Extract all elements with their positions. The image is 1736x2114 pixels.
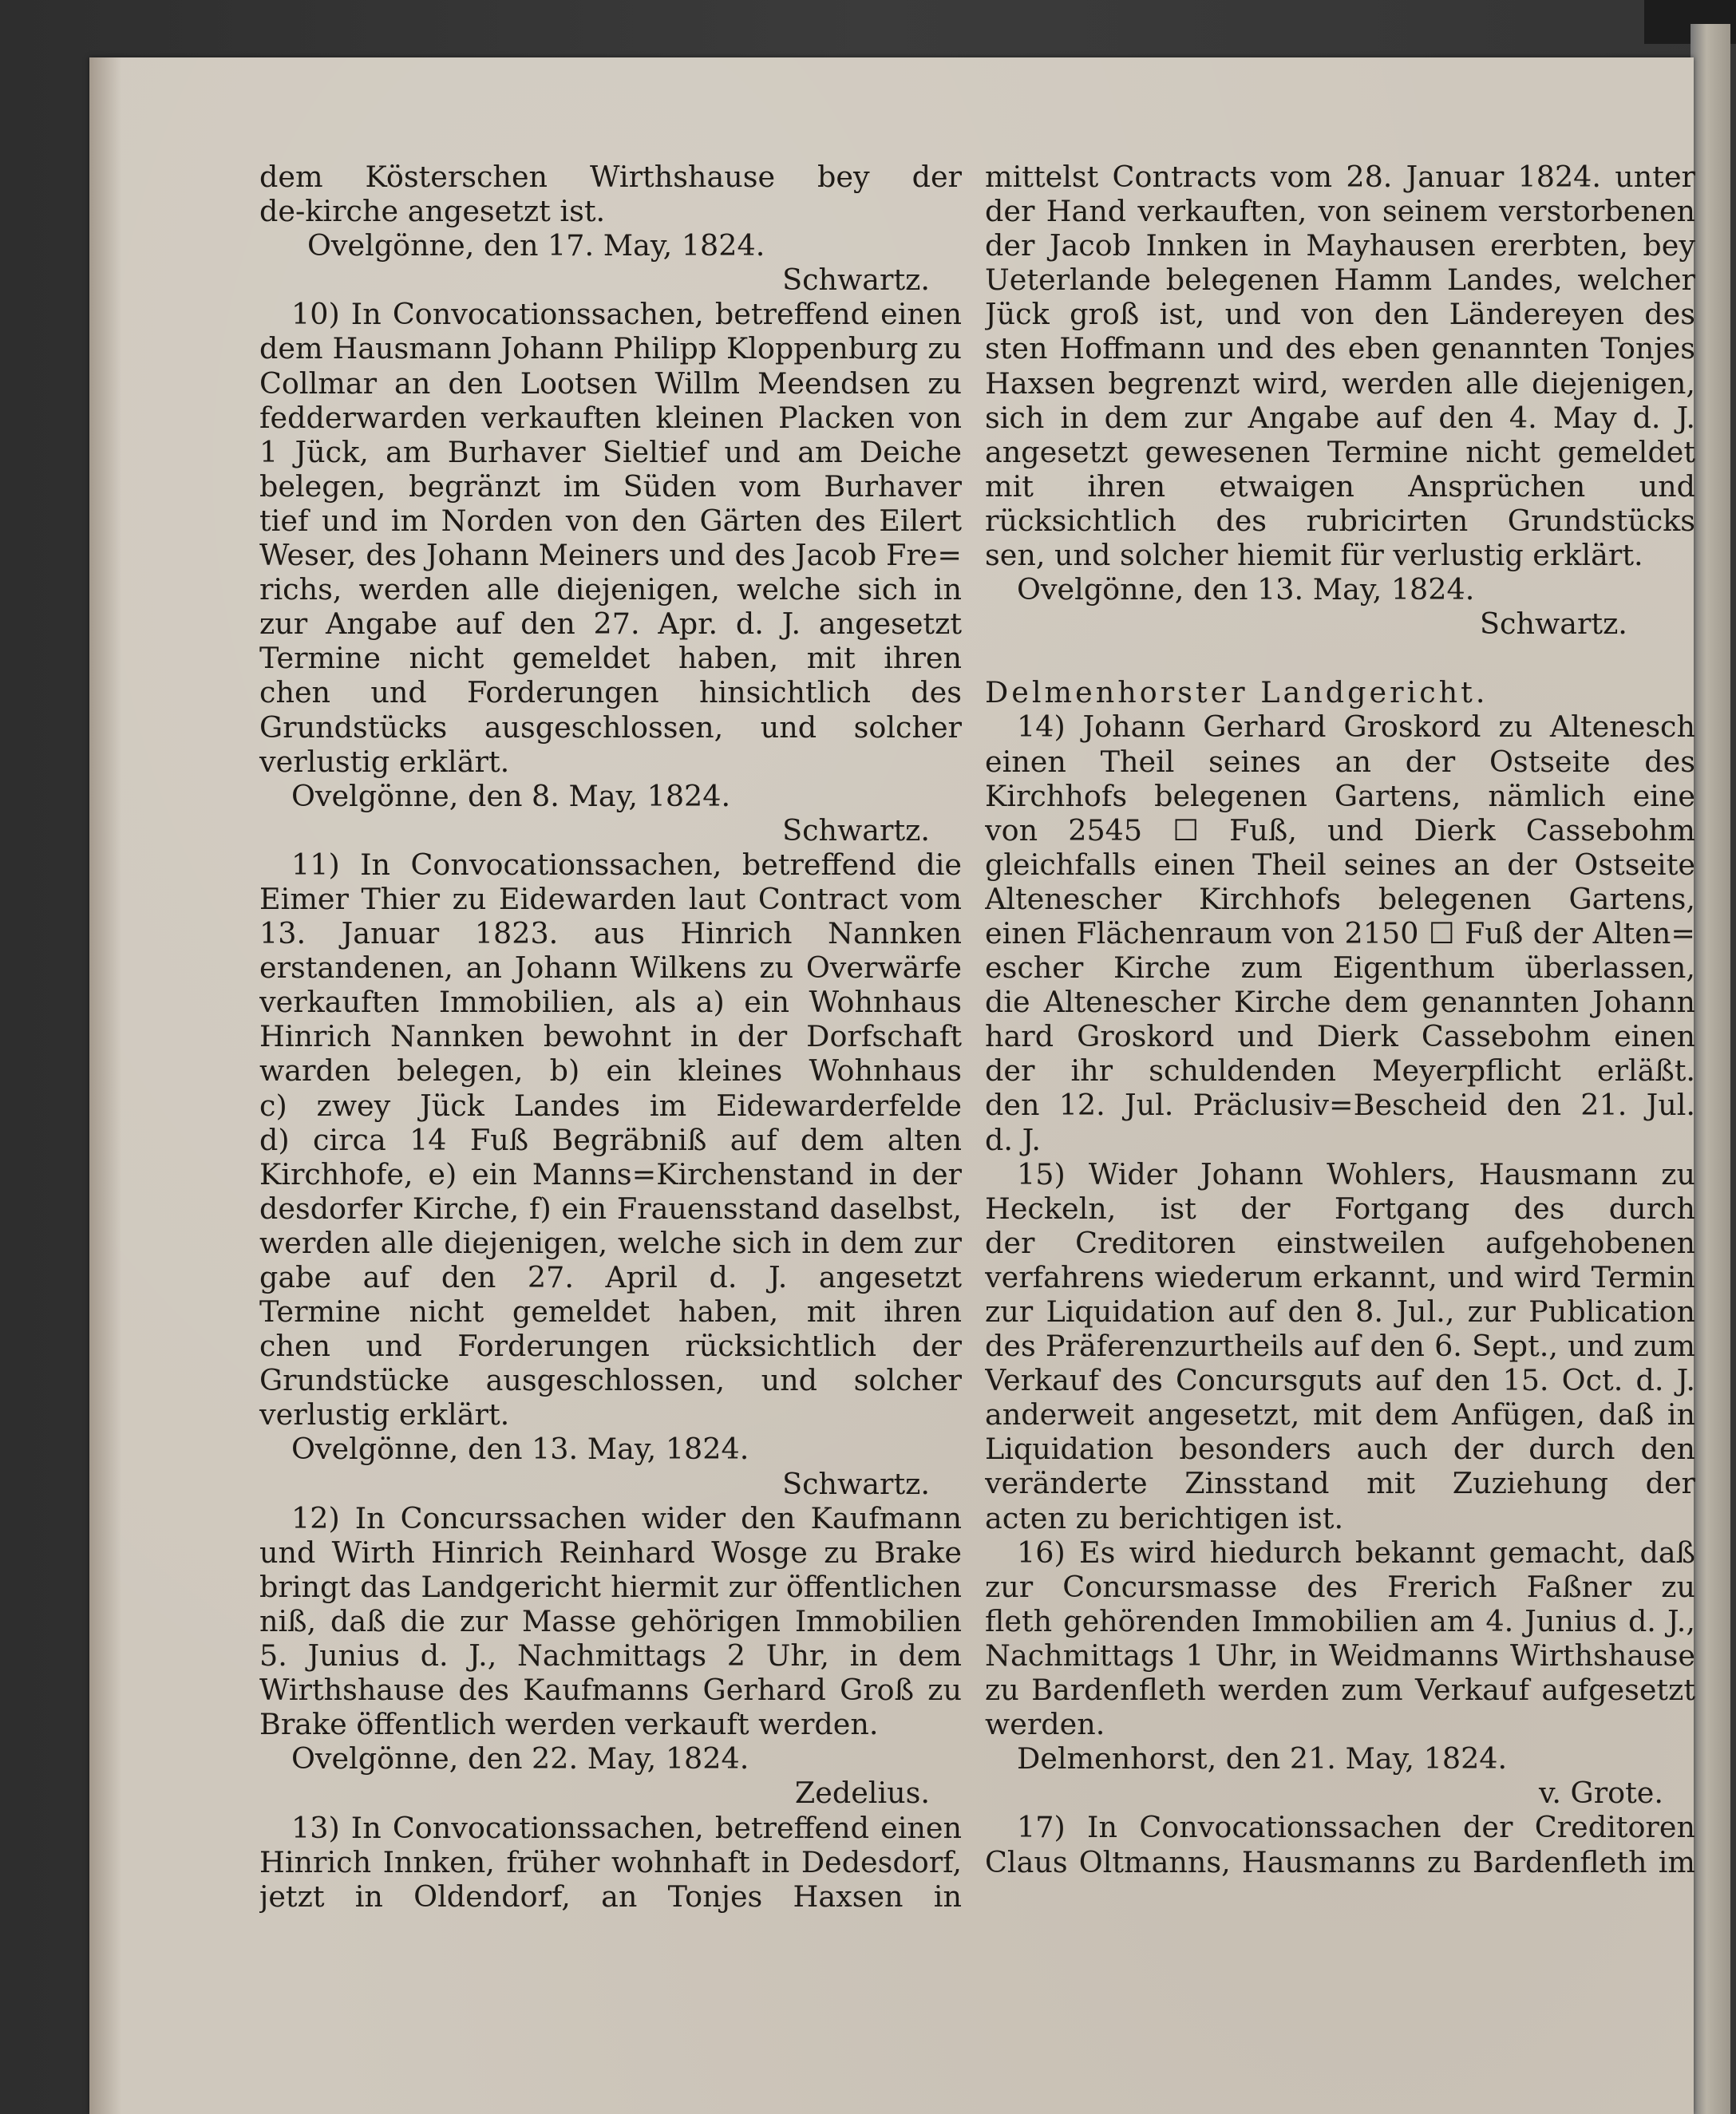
- text-line: den 12. Jul. Präclusiv=Bescheid den 21. Jul.: [985, 1088, 1695, 1123]
- text-line: fedderwarden verkauften kleinen Placken von: [259, 400, 962, 435]
- right-text-column: [985, 160, 1695, 1879]
- text-line: chen und Forderungen hinsichtlich des: [259, 675, 962, 710]
- text-line: verlustig erklärt.: [259, 1397, 510, 1432]
- text-line: belegen, begränzt im Süden vom Burhaver: [259, 468, 962, 504]
- section-heading: Delmenhorster Landgericht.: [985, 675, 1489, 710]
- text-line: Nachmittags 1 Uhr, in Weidmanns Wirthshause: [985, 1638, 1695, 1673]
- text-line: mit ihren etwaigen Ansprüchen und: [985, 468, 1695, 504]
- signature-line: v. Grote.: [1539, 1776, 1663, 1811]
- text-line: die Altenescher Kirche dem genannten Johann: [985, 985, 1695, 1020]
- text-line: werden alle diejenigen, welche sich in dem zur: [259, 1225, 962, 1260]
- text-line: Kirchhofe, e) ein Manns=Kirchenstand in der: [259, 1156, 962, 1191]
- text-line: Delmenhorst, den 21. May, 1824.: [1017, 1741, 1508, 1776]
- text-line: gleichfalls einen Theil seines an der Ostseite: [985, 847, 1695, 882]
- text-line: der Hand verkauften, von seinem verstorbenen: [985, 194, 1695, 229]
- text-line: Ovelgönne, den 22. May, 1824.: [291, 1741, 749, 1776]
- text-line: des Präferenzurtheils auf den 6. Sept., und zum: [985, 1329, 1695, 1364]
- signature-line: Zedelius.: [794, 1776, 930, 1811]
- text-line: der Jacob Innken in Mayhausen ererbten, bey: [985, 228, 1695, 263]
- text-line: dem Kösterschen Wirthshause bey der: [259, 160, 962, 194]
- text-line: Haxsen begrenzt wird, werden alle diejenigen,: [985, 366, 1695, 401]
- text-line: anderweit angesetzt, mit dem Anfügen, daß in: [985, 1397, 1695, 1432]
- text-line: tief und im Norden von den Gärten des Eilert: [259, 503, 962, 538]
- text-line: 1 Jück, am Burhaver Sieltief und am Deiche: [259, 434, 962, 469]
- text-line: Verkauf des Concursguts auf den 15. Oct. d. J.: [985, 1363, 1695, 1398]
- text-line: sen, und solcher hiemit für verlustig erklärt.: [985, 538, 1643, 573]
- text-line: Heckeln, ist der Fortgang des durch: [985, 1191, 1695, 1226]
- text-line: sich in dem zur Angabe auf den 4. May d. J.: [985, 400, 1695, 435]
- text-line: Termine nicht gemeldet haben, mit ihren: [259, 641, 962, 676]
- text-line: Hinrich Nannken bewohnt in der Dorfschaft: [259, 1019, 962, 1054]
- text-line: Kirchhofs belegenen Gartens, nämlich eine: [985, 778, 1695, 813]
- text-line: der ihr schuldenden Meyerpflicht erläßt.: [985, 1053, 1695, 1089]
- text-line: Grundstücks ausgeschlossen, und solcher: [259, 709, 962, 745]
- text-line: 13. Januar 1823. aus Hinrich Nannken: [259, 916, 962, 951]
- text-line: erstandenen, an Johann Wilkens zu Overwärfe: [259, 950, 962, 986]
- text-line: acten zu berichtigen ist.: [985, 1500, 1344, 1535]
- text-line: [985, 641, 1695, 675]
- text-line: Ovelgönne, den 8. May, 1824.: [291, 778, 731, 813]
- text-line: angesetzt gewesenen Termine nicht gemeldet: [985, 434, 1695, 469]
- text-line: d. J.: [985, 1122, 1041, 1157]
- text-line: 16) Es wird hiedurch bekannt gemacht, daß: [1017, 1535, 1695, 1570]
- text-line: Termine nicht gemeldet haben, mit ihren: [259, 1294, 962, 1330]
- text-line: Collmar an den Lootsen Willm Meendsen zu: [259, 366, 962, 401]
- text-line: Liquidation besonders auch der durch den: [985, 1432, 1695, 1467]
- text-line: verfahrens wiederum erkannt, und wird Termin: [985, 1259, 1695, 1294]
- text-line: von 2545 ☐ Fuß, und Dierk Cassebohm: [985, 812, 1695, 848]
- text-line: zur Liquidation auf den 8. Jul., zur Publication: [985, 1294, 1695, 1329]
- text-line: gabe auf den 27. April d. J. angesetzt: [259, 1260, 962, 1294]
- page-gutter-shadow: [89, 57, 121, 2114]
- text-line: rücksichtlich des rubricirten Grundstücks: [985, 503, 1695, 538]
- text-line: Jück groß ist, und von den Ländereyen des: [985, 297, 1695, 332]
- text-line: einen Flächenraum von 2150 ☐ Fuß der Alten=: [985, 915, 1695, 950]
- text-line: jetzt in Oldendorf, an Tonjes Haxsen in: [259, 1879, 962, 1914]
- text-line: Altenescher Kirchhofs belegenen Gartens,: [985, 881, 1695, 916]
- text-line: 5. Junius d. J., Nachmittags 2 Uhr, in dem: [259, 1638, 962, 1673]
- text-line: dem Hausmann Johann Philipp Kloppenburg zu: [259, 331, 962, 366]
- signature-line: Schwartz.: [782, 263, 930, 298]
- text-line: zu Bardenfleth werden zum Verkauf aufgesetzt: [985, 1673, 1695, 1708]
- book-edge-strip: [1691, 24, 1730, 2114]
- text-line: Weser, des Johann Meiners und des Jacob Fre=: [259, 538, 962, 573]
- text-line: 17) In Convocationssachen der Creditoren: [1017, 1810, 1695, 1845]
- text-line: c) zwey Jück Landes im Eidewarderfelde: [259, 1088, 962, 1123]
- text-line: d) circa 14 Fuß Begräbniß auf dem alten: [259, 1122, 962, 1157]
- text-line: einen Theil seines an der Ostseite des: [985, 744, 1695, 779]
- text-line: chen und Forderungen rücksichtlich der: [259, 1329, 962, 1364]
- text-line: Claus Oltmanns, Hausmanns zu Bardenfleth im: [985, 1844, 1695, 1879]
- text-line: und Wirth Hinrich Reinhard Wosge zu Brake: [259, 1535, 962, 1570]
- text-line: Grundstücke ausgeschlossen, und solcher: [259, 1363, 962, 1398]
- text-line: 10) In Convocationssachen, betreffend einen: [291, 297, 962, 332]
- text-line: zur Angabe auf den 27. Apr. d. J. angesetzt: [259, 607, 962, 642]
- text-line: sten Hoffmann und des eben genannten Tonjes: [985, 331, 1695, 366]
- text-line: Eimer Thier zu Eidewarden laut Contract vom: [259, 881, 962, 916]
- text-line: escher Kirche zum Eigenthum überlassen,: [985, 950, 1695, 986]
- text-line: 15) Wider Johann Wohlers, Hausmann zu: [1017, 1156, 1695, 1191]
- text-line: der Creditoren einstweilen aufgehobenen: [985, 1225, 1695, 1260]
- text-line: 12) In Concurssachen wider den Kaufmann: [291, 1500, 962, 1535]
- text-line: de-kirche angesetzt ist.: [259, 194, 606, 229]
- text-line: Ovelgönne, den 13. May, 1824.: [1017, 572, 1475, 607]
- text-line: Hinrich Innken, früher wohnhaft in Dedesdorf,: [259, 1844, 962, 1879]
- text-line: zur Concursmasse des Frerich Faßner zu: [985, 1569, 1695, 1604]
- signature-line: Schwartz.: [1480, 607, 1627, 642]
- left-text-column: [259, 160, 962, 1914]
- signature-line: Schwartz.: [782, 1466, 930, 1501]
- text-line: warden belegen, b) ein kleines Wohnhaus: [259, 1053, 962, 1089]
- text-line: Wirthshause des Kaufmanns Gerhard Groß zu: [259, 1673, 962, 1708]
- text-line: bringt das Landgericht hiermit zur öffentlichen: [259, 1569, 962, 1604]
- text-line: richs, werden alle diejenigen, welche sich in: [259, 572, 962, 607]
- text-line: Ovelgönne, den 17. May, 1824.: [307, 228, 765, 263]
- text-line: 14) Johann Gerhard Groskord zu Altenesch: [1017, 709, 1695, 745]
- text-line: desdorfer Kirche, f) ein Frauensstand daselbst,: [259, 1191, 962, 1226]
- text-line: veränderte Zinsstand mit Zuziehung der: [985, 1466, 1695, 1501]
- text-line: verlustig erklärt.: [259, 744, 510, 779]
- signature-line: Schwartz.: [782, 812, 930, 848]
- text-line: Ueterlande belegenen Hamm Landes, welcher: [985, 263, 1695, 298]
- text-line: Ovelgönne, den 13. May, 1824.: [291, 1432, 749, 1467]
- text-line: 13) In Convocationssachen, betreffend einen: [291, 1810, 962, 1845]
- text-line: werden.: [985, 1707, 1105, 1742]
- text-line: niß, daß die zur Masse gehörigen Immobilien: [259, 1603, 962, 1638]
- text-line: hard Groskord und Dierk Cassebohm einen: [985, 1019, 1695, 1054]
- text-line: 11) In Convocationssachen, betreffend die: [291, 847, 962, 882]
- text-line: Brake öffentlich werden verkauft werden.: [259, 1707, 879, 1742]
- text-line: verkauften Immobilien, als a) ein Wohnhaus: [259, 985, 962, 1020]
- text-line: mittelst Contracts vom 28. Januar 1824. unter: [985, 160, 1695, 194]
- text-line: fleth gehörenden Immobilien am 4. Junius d. J.,: [985, 1603, 1695, 1638]
